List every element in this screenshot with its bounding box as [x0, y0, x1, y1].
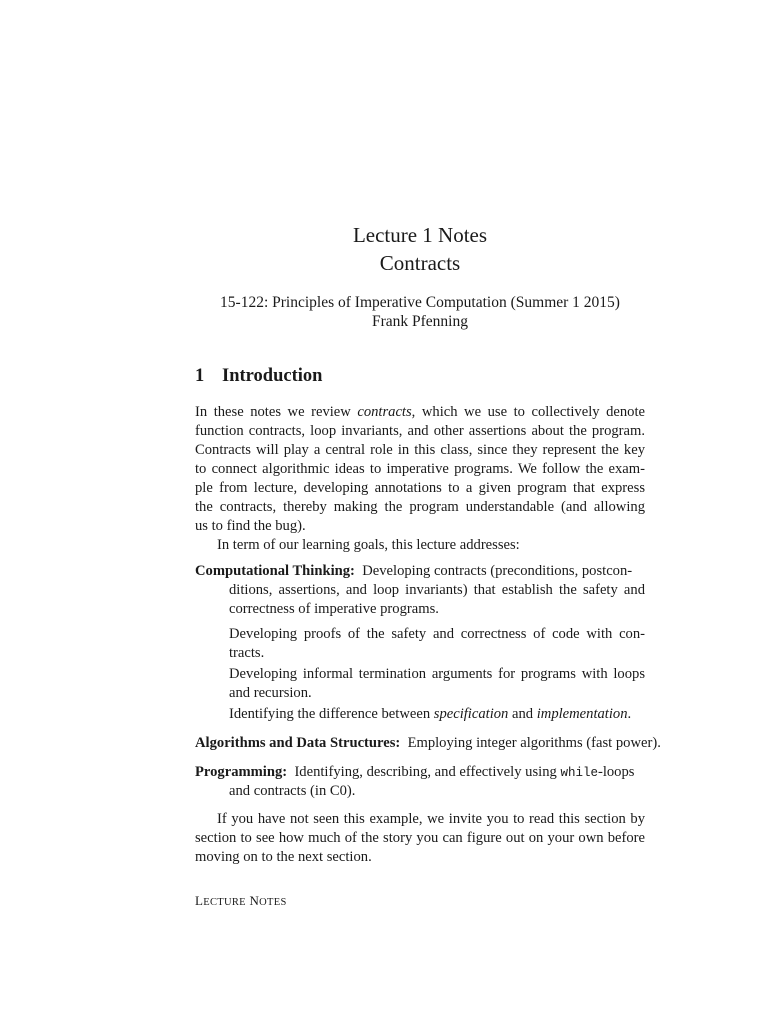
goal-ct-line-2: ditions, assertions, and loop invariants) that establish the safety and	[229, 582, 645, 598]
goal-ct-proofs-line-1: Developing proofs of the safety and correctness of code with con-	[229, 626, 645, 642]
section-heading	[195, 366, 322, 387]
lecture-title: Lecture 1 Notes	[352, 223, 488, 247]
intro-line-6: the contracts, thereby making the program understandable (and allowing	[195, 499, 645, 515]
closing-line-1: If you have not seen this example, we invite you to read this section by	[217, 811, 645, 827]
lecture-subject: Contracts	[379, 251, 461, 275]
intro-line-7: us to find the bug).	[195, 518, 306, 534]
section-title: Introduction	[222, 366, 323, 386]
intro-line-1: In these notes we review contracts, which we use to collectively denote	[195, 404, 645, 420]
goal-label: Computational Thinking:	[195, 563, 355, 579]
goal-ct-line-3: correctness of imperative programs.	[229, 601, 439, 617]
intro-line-4: to connect algorithmic ideas to imperative programs. We follow the exam-	[195, 461, 645, 477]
code-while: while	[560, 766, 598, 780]
intro-line-2: function contracts, loop invariants, and other assertions about the program.	[195, 423, 645, 439]
goal-computational-thinking: Computational Thinking: Developing contracts (preconditions, postcon-	[195, 563, 633, 579]
intro-line-3: Contracts will play a central role in this class, since they represent the key	[195, 442, 645, 458]
course-line: 15-122: Principles of Imperative Computation (Summer 1 2015)	[220, 294, 620, 311]
page-footer: LECTURE NOTES	[195, 893, 287, 908]
goal-ct-termination-line-2: and recursion.	[229, 685, 312, 701]
goal-algorithms-data-structures: Algorithms and Data Structures: Employing integer algorithms (fast power).	[195, 735, 661, 751]
goal-ct-termination-line-1: Developing informal termination arguments for programs with loops	[229, 666, 645, 682]
section-number: 1	[195, 366, 205, 386]
intro-line-5: ple from lecture, developing annotations to a given program that express	[195, 480, 645, 496]
goal-ct-spec-impl: Identifying the difference between specification and implementation.	[229, 706, 632, 722]
goal-ct-proofs-line-2: tracts.	[229, 645, 265, 661]
closing-line-2: section to see how much of the story you can figure out on your own before	[195, 830, 645, 846]
term-implementation: implementation	[536, 706, 628, 722]
goal-programming: Programming: Identifying, describing, and effectively using while-loops	[195, 764, 635, 780]
goal-programming-line-2: and contracts (in C0).	[229, 783, 356, 799]
closing-line-3: moving on to the next section.	[195, 849, 372, 865]
author-line: Frank Pfenning	[371, 313, 468, 330]
intro-line-8: In term of our learning goals, this lecture addresses:	[217, 537, 520, 553]
term-contracts: contracts	[357, 404, 412, 420]
goal-label: Programming:	[195, 764, 288, 780]
goal-label: Algorithms and Data Structures:	[195, 735, 401, 751]
term-specification: specification	[433, 706, 509, 722]
